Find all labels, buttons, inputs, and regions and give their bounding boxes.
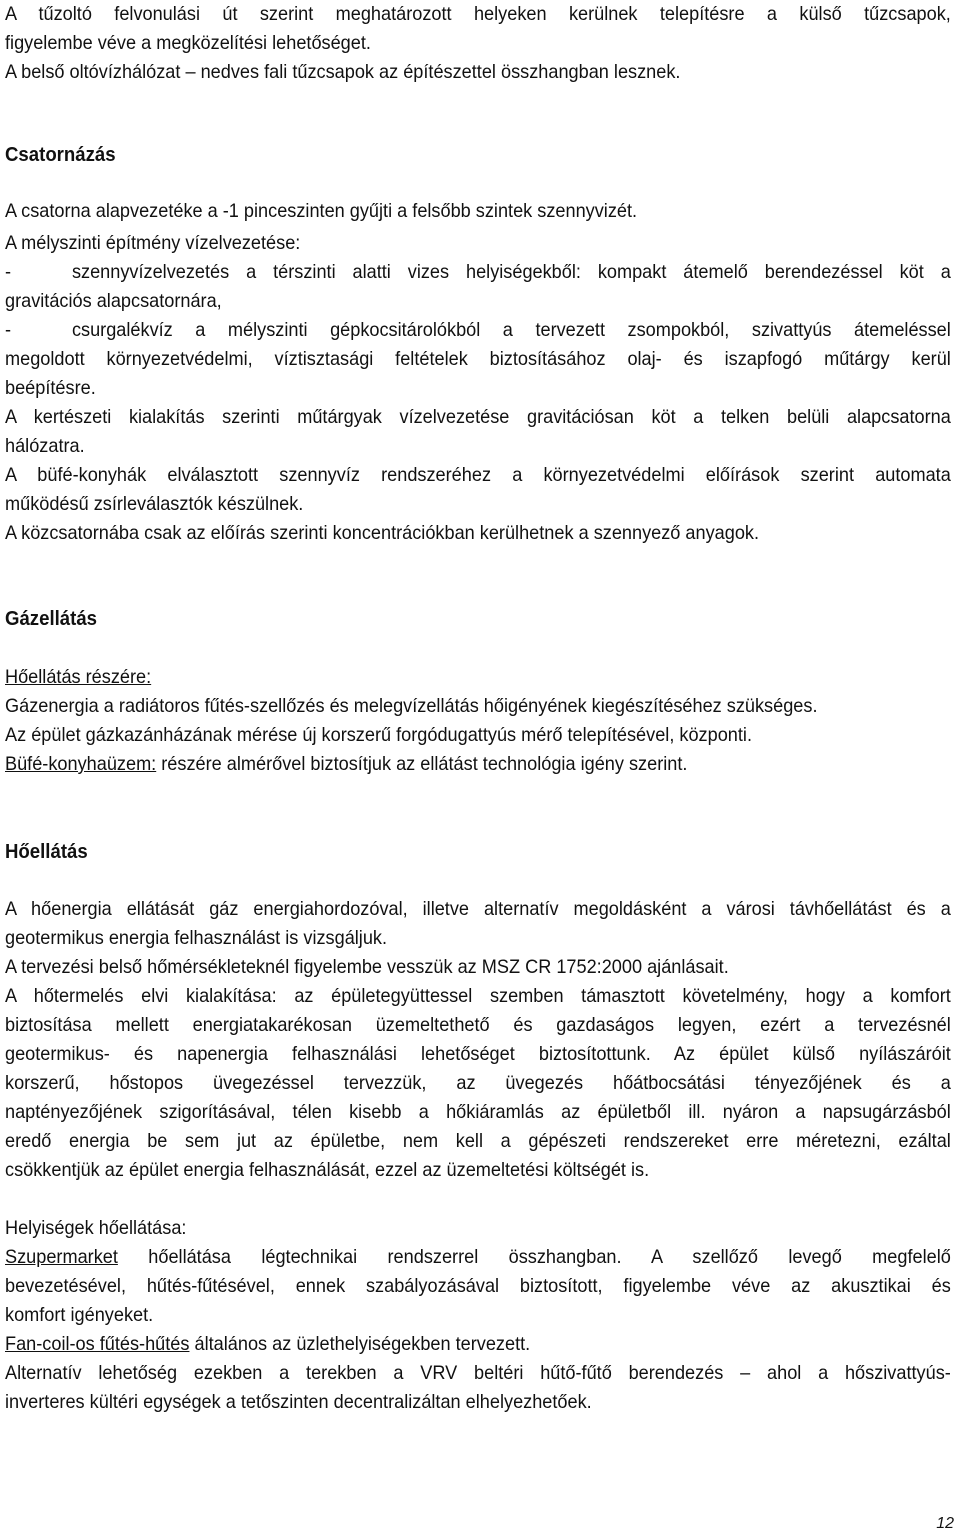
- section-heading-hoellatas: Hőellátás: [5, 841, 88, 863]
- bullet-text: szennyvízelvezetés a térszinti alatti vizes helyiségekből: kompakt átemelő berendezéssel köt a: [71, 261, 951, 283]
- subheading: Hőellátás részére:: [5, 666, 152, 688]
- paragraph-line: geotermikus energia felhasználást is vizsgáljuk.: [5, 927, 388, 949]
- underlined-term: Büfé-konyhaüzem:: [5, 753, 157, 775]
- bullet-dash: -: [5, 319, 12, 341]
- paragraph-line: A belső oltóvízhálózat – nedves fali tűzcsapok az építészettel összhangban lesznek.: [5, 61, 681, 83]
- paragraph-line: [5, 750, 687, 779]
- line-text: részére almérővel biztosítjuk az ellátást technológia igény szerint.: [156, 753, 688, 775]
- paragraph-line: gravitációs alapcsatornára,: [5, 290, 222, 312]
- paragraph-line: bevezetésével, hűtés-fűtésével, ennek szabályozásával biztosított, figyelembe véve az akusztikai és: [5, 1275, 951, 1297]
- paragraph-line: komfort igényeket.: [5, 1304, 154, 1326]
- paragraph-line: korszerű, hőstopos üvegezéssel tervezzük, az üvegezés hőátbocsátási tényezőjének és a: [5, 1072, 951, 1094]
- paragraph-line: eredő energia be sem jut az épületbe, nem kell a gépészeti rendszereket erre méretezni, ezáltal: [5, 1130, 951, 1152]
- paragraph-line: figyelembe véve a megközelítési lehetőséget.: [5, 32, 371, 54]
- bullet-dash: -: [5, 261, 12, 283]
- paragraph-line: [5, 1243, 951, 1272]
- paragraph-line: hálózatra.: [5, 435, 85, 457]
- paragraph-line: geotermikus- és napenergia felhasználási lehetőséget biztosítottunk. Az épület külső nyílászáróit: [5, 1043, 951, 1065]
- paragraph-line: Alternatív lehetőség ezekben a terekben a VRV beltéri hűtő-fűtő berendezés – ahol a hőszivattyús-: [5, 1362, 951, 1384]
- paragraph-line: A kertészeti kialakítás szerinti műtárgyak vízelvezetése gravitációsan köt a telken belüli alapcsatorna: [5, 406, 951, 428]
- underlined-term: Fan-coil-os fűtés-hűtés: [5, 1333, 190, 1355]
- paragraph-line: A hőtermelés elvi kialakítása: az épületegyüttessel szemben támasztott követelmény, hogy a komfort: [5, 985, 951, 1007]
- paragraph-line: Gázenergia a radiátoros fűtés-szellőzés és melegvízellátás hőigényének kiegészítéséhez szükséges.: [5, 695, 818, 717]
- paragraph-line: A csatorna alapvezetéke a -1 pinceszinten gyűjti a felsőbb szintek szennyvizét.: [5, 200, 638, 222]
- paragraph-line: biztosítása mellett energiatakarékosan üzemeltethető és gazdaságos legyen, ezért a tervezésnél: [5, 1014, 951, 1036]
- paragraph-line: naptényezőjének szigorításával, télen kisebb a hőkiáramlás az épületből ill. nyáron a napsugárzásból: [5, 1101, 951, 1123]
- paragraph-line: inverteres kültéri egységek a tetőszinten decentralizáltan elhelyezhetőek.: [5, 1391, 592, 1413]
- paragraph-line: [5, 1330, 530, 1359]
- bullet-line: [5, 258, 951, 287]
- line-text: hőellátása légtechnikai rendszerrel összhangban. A szellőző levegő megfelelő: [117, 1246, 951, 1268]
- section-heading-csatornazas: Csatornázás: [5, 144, 116, 166]
- paragraph-line: A hőenergia ellátását gáz energiahordozóval, illetve alternatív megoldásként a városi távhőellátást és a: [5, 898, 951, 920]
- line-text: általános az üzlethelyiségekben tervezett.: [189, 1333, 531, 1355]
- paragraph-line: megoldott környezetvédelmi, víztisztasági feltételek biztosításához olaj- és iszapfogó műtárgy kerül: [5, 348, 951, 370]
- paragraph-line: A tervezési belső hőmérsékleteknél figyelembe vesszük az MSZ CR 1752:2000 ajánlásait.: [5, 956, 729, 978]
- paragraph-line: csökkentjük az épület energia felhasználását, ezzel az üzemeltetési költségét is.: [5, 1159, 650, 1181]
- paragraph-line: működésű zsírleválasztók készülnek.: [5, 493, 304, 515]
- paragraph-line: A büfé-konyhák elválasztott szennyvíz rendszeréhez a környezetvédelmi előírások szerint automata: [5, 464, 951, 486]
- paragraph-line: beépítésre.: [5, 377, 96, 399]
- section-heading-gazellatas: Gázellátás: [5, 608, 98, 630]
- subheading: Helyiségek hőellátása:: [5, 1217, 187, 1239]
- paragraph-line: A közcsatornába csak az előírás szerinti koncentrációkban kerülhetnek a szennyező anyagok.: [5, 522, 760, 544]
- paragraph-line: A mélyszinti építmény vízelvezetése:: [5, 232, 301, 254]
- paragraph-line: A tűzoltó felvonulási út szerint meghatározott helyeken kerülnek telepítésre a külső tűzcsapok,: [5, 3, 951, 25]
- underlined-term: Szupermarket: [5, 1246, 118, 1268]
- bullet-text: csurgalékvíz a mélyszinti gépkocsitárolókból a tervezett zsompokból, szivattyús átemeléssel: [71, 319, 951, 341]
- page-number: 12: [936, 1515, 954, 1532]
- paragraph-line: Az épület gázkazánházának mérése új korszerű forgódugattyús mérő telepítésével, központi.: [5, 724, 752, 746]
- bullet-line: [5, 316, 951, 345]
